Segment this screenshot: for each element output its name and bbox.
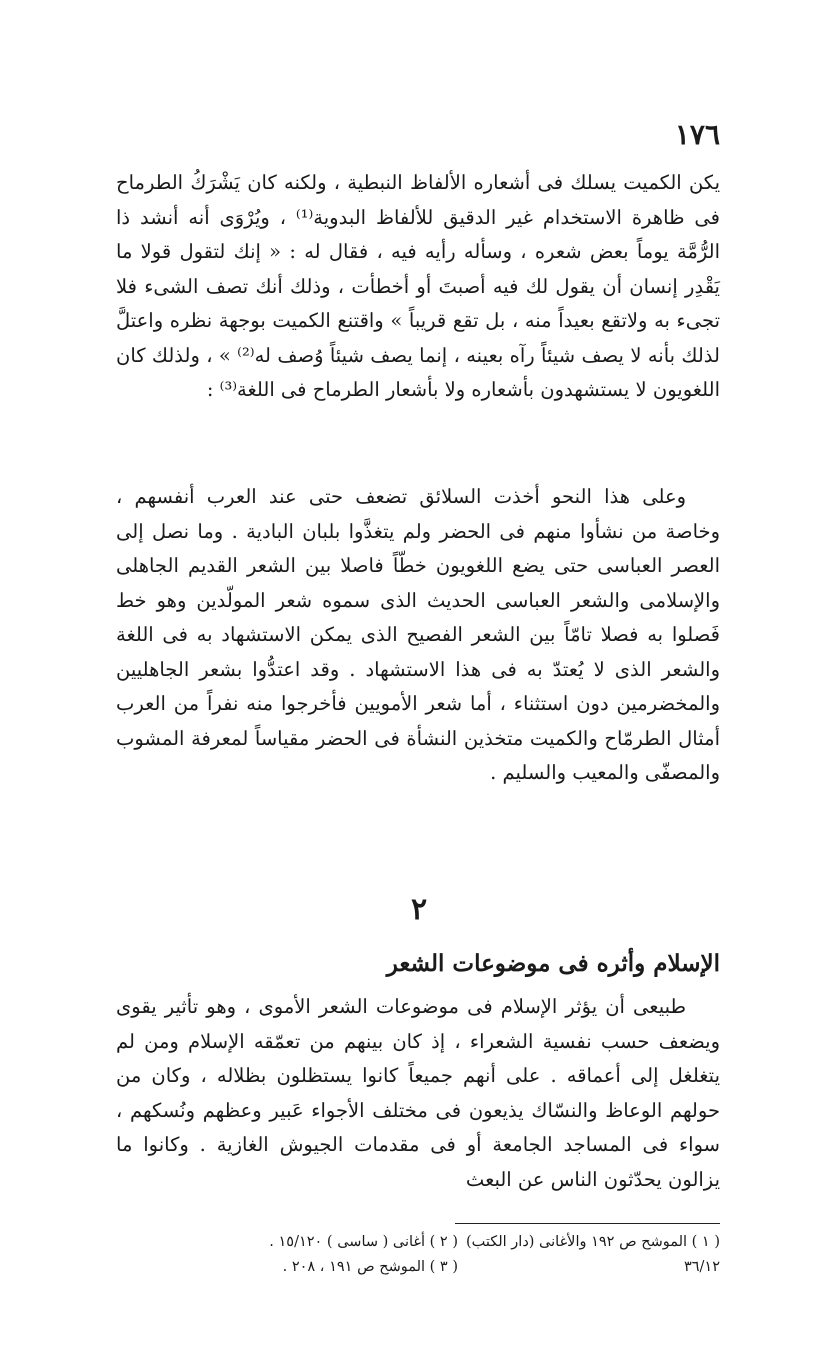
footnote-2: ( ٢ ) أغانى ( ساسى ) ١٥/١٢٠ . bbox=[269, 1234, 458, 1250]
section-title: الإسلام وأثره فى موضوعات الشعر bbox=[386, 950, 720, 977]
paragraph-1 bbox=[116, 166, 720, 408]
footnote-1: ( ١ ) الموشح ص ١٩٢ والأغانى (دار الكتب) bbox=[465, 1234, 720, 1250]
footnote-row-2 bbox=[116, 1255, 720, 1280]
footnote-row-1 bbox=[116, 1230, 720, 1255]
footnote-3: ( ٣ ) الموشح ص ١٩١ ، ٢٠٨ . bbox=[282, 1259, 458, 1275]
paragraph-2 bbox=[116, 480, 720, 791]
footnote-1-continuation: ٣٦/١٢ bbox=[683, 1259, 720, 1275]
footnote-divider bbox=[455, 1223, 720, 1224]
paragraph-2-text: وعلى هذا النحو أخذت السلائق تضعف حتى عند العرب أنفسهم ، وخاصة من نشأوا منهم فى الحضر ولم يتغذَّوا بلبان البادية . وما نصل إلى العصر العباسى حتى يضع اللغويون خطّاً فاصلا بين الشعر القديم الجاهلى والإسلامى والشعر العباسى الحديث الذى سموه شعر المولّدين وهو خط فَصلوا به فصلا تامّاً بين الشعر الفصيح الذى يمكن الاستشهاد به فى اللغة والشعر الذى لا يُعتدّ به فى هذا الاستشهاد . وقد اعتدُّوا بشعر الجاهليين والمخضرمين دون استثناء ، أما شعر الأمويين فأخرجوا منه نفراً من العرب أمثال الطرمّاح والكميت متخذين النشأة فى الحضر مقياساً لمعرفة المشوب والمصفّى والمعيب والسليم . bbox=[116, 485, 720, 784]
paragraph-3 bbox=[116, 990, 720, 1197]
paragraph-1-text: يكن الكميت يسلك فى أشعاره الألفاظ النبطية ، ولكنه كان يَشْرَكُ الطرماح فى ظاهرة الاستخدام غير الدقيق للألفاظ البدوية⁽¹⁾ ، ويُرْوَى أنه أنشد ذا الرُّمَّة يوماً بعض شعره ، وسأله رأيه فيه ، فقال له : « إنك لتقول قولا ما يَقْدِر إنسان أن يقول لك فيه أصبتَ أو أخطأت ، وذلك أنك تصف الشىء فلا تجىء به ولاتقع بعيداً منه ، بل تقع قريباً » واقتنع الكميت بوجهة نظره واعتلَّ لذلك بأنه لا يصف شيئاً رآه بعينه ، إنما يصف شيئاً وُصف له⁽²⁾ » ، ولذلك كان اللغويون لا يستشهدون بأشعاره ولا بأشعار الطرماح فى اللغة⁽³⁾ : bbox=[116, 171, 720, 401]
section-number: ٢ bbox=[410, 892, 428, 927]
paragraph-3-text: طبيعى أن يؤثر الإسلام فى موضوعات الشعر الأموى ، وهو تأثير يقوى ويضعف حسب نفسية الشعراء ، إذ كان بينهم من تعمّقه الإسلام ومن لم يتغلغل إلى أعماقه . على أنهم جميعاً كانوا يستظلون بظلاله ، وكان من حولهم الوعاظ والنسّاك يذيعون فى مختلف الأجواء عَبير وعظهم ونُسكهم ، سواء فى المساجد الجامعة أو فى مقدمات الجيوش الغازية . وكانوا ما يزالون يحدّثون الناس عن البعث bbox=[116, 995, 720, 1191]
footnotes bbox=[116, 1230, 720, 1280]
page-number: ١٧٦ bbox=[674, 118, 720, 151]
